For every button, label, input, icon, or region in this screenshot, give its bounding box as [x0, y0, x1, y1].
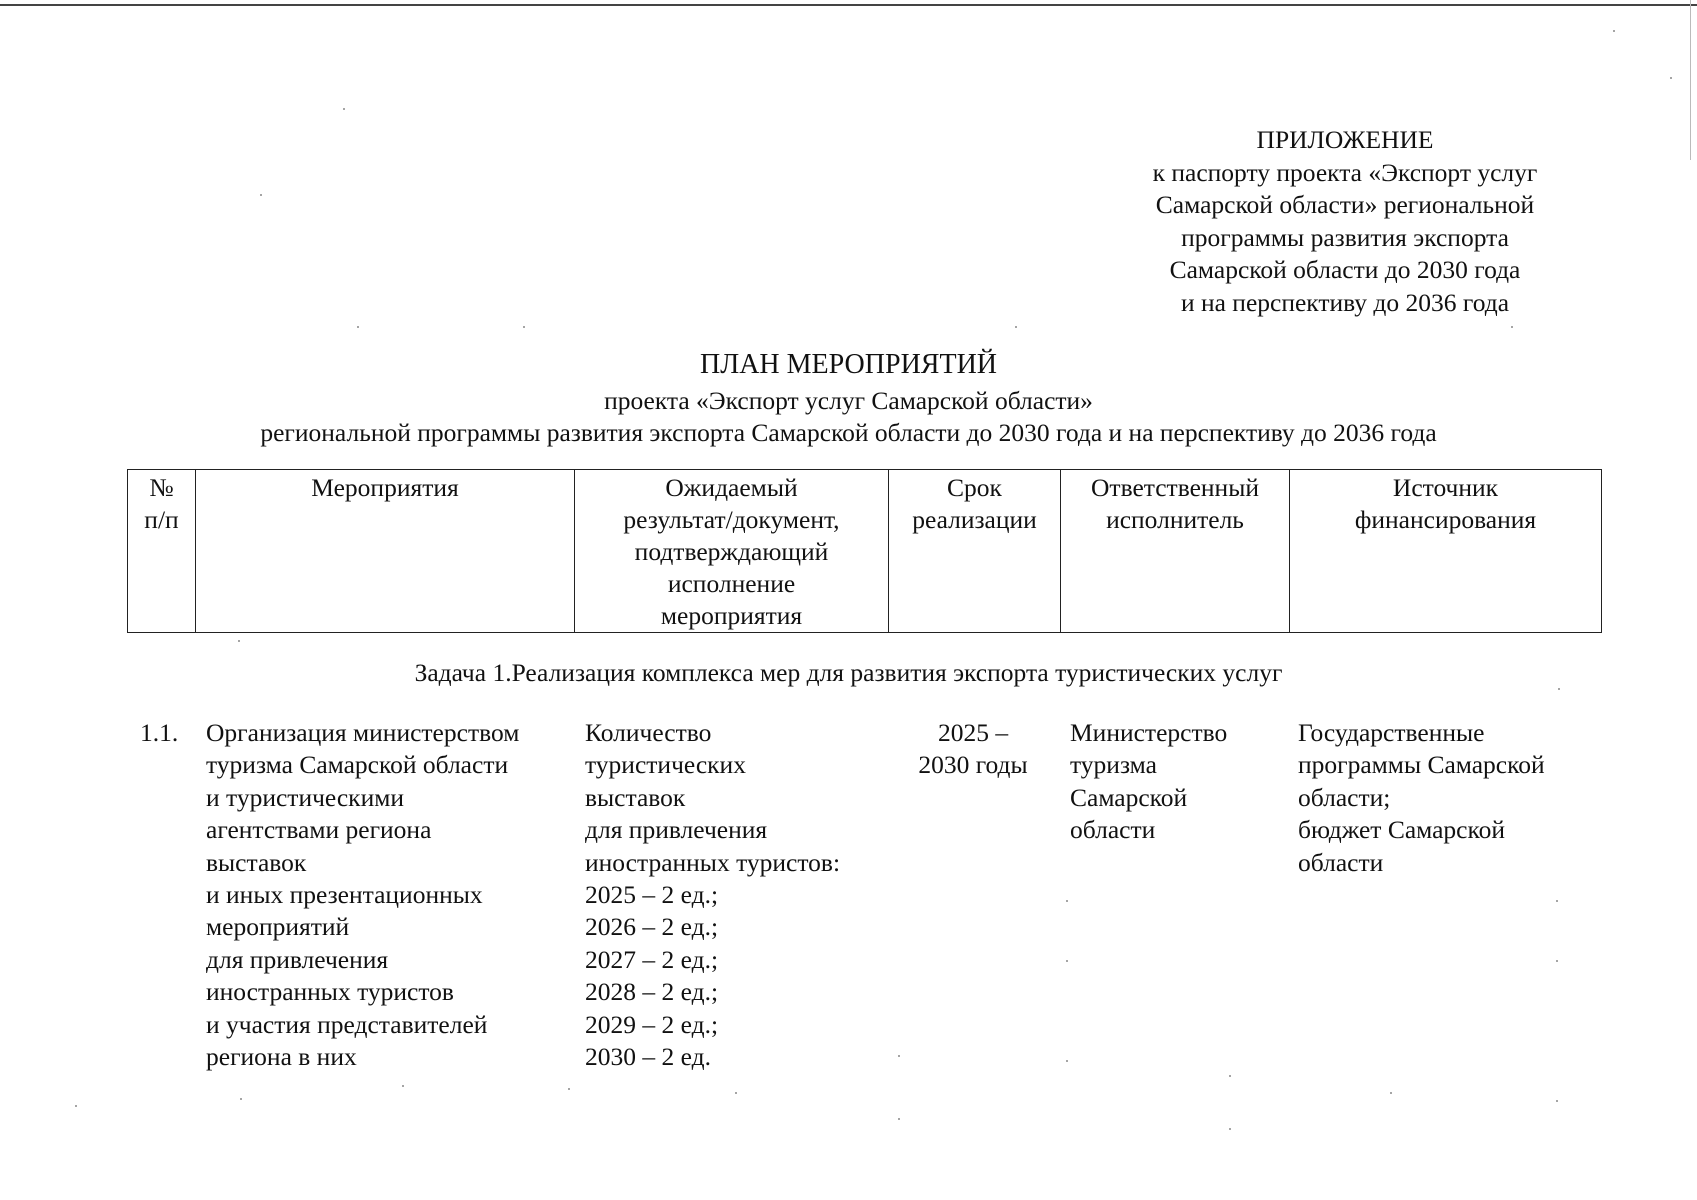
- scan-speck: [1066, 960, 1068, 962]
- appendix-line: и на перспективу до 2036 года: [1180, 287, 1510, 317]
- row-expected-result: Количество туристических выставок для привлечения иностранных туристов: 2025 – 2 ед.; 2026 – 2 ед.; 2027 – 2 ед.; 2028 – 2 ед.; 2029 – 2 ед.; 2030 – 2 ед.: [585, 718, 841, 1072]
- scan-speck: [1556, 900, 1558, 902]
- appendix-line: программы развития экспорта: [1181, 222, 1509, 252]
- appendix-block: [1090, 124, 1600, 319]
- row-number: 1.1.: [140, 718, 179, 747]
- scan-speck: [1229, 1128, 1231, 1130]
- scan-speck: [357, 326, 359, 328]
- row-funding-source: Государственные программы Самарской области; бюджет Самарской области: [1298, 718, 1545, 877]
- plan-header-table: [127, 469, 1602, 633]
- header-funding-source: Источник финансирования: [1290, 470, 1602, 633]
- header-term: Срок реализации: [889, 470, 1061, 633]
- scan-speck: [1015, 326, 1017, 328]
- appendix-line: Самарской области» региональной: [1155, 190, 1535, 219]
- row-responsible: Министерство туризма Самарской области: [1070, 718, 1228, 845]
- plan-title: ПЛАН МЕРОПРИЯТИЙ: [699, 349, 998, 380]
- header-row: [128, 470, 1602, 633]
- scan-speck: [1066, 900, 1068, 902]
- header-number: № п/п: [128, 470, 196, 633]
- scan-speck: [1556, 960, 1558, 962]
- scan-speck: [568, 1088, 570, 1090]
- header-activities: Мероприятия: [196, 470, 575, 633]
- scan-speck: [1066, 1060, 1068, 1062]
- scan-speck: [735, 1092, 737, 1094]
- scan-speck: [238, 640, 240, 642]
- scan-speck: [240, 1098, 242, 1100]
- task-heading: Задача 1.Реализация комплекса мер для развития экспорта туристических услуг: [414, 658, 1283, 687]
- scan-speck: [1556, 1100, 1558, 1102]
- scan-speck: [1229, 1075, 1231, 1077]
- scan-speck: [898, 1118, 900, 1120]
- scan-speck: [523, 326, 525, 328]
- scan-speck: [898, 1055, 900, 1057]
- scan-speck: [1613, 30, 1615, 32]
- appendix-line: Самарской области до 2030 года: [1169, 255, 1521, 284]
- appendix-line: к паспорту проекта «Экспорт услуг: [1152, 157, 1538, 187]
- scan-speck: [1558, 688, 1560, 690]
- scan-speck: [343, 108, 345, 110]
- scan-speck: [1390, 1092, 1392, 1094]
- header-responsible: Ответственный исполнитель: [1061, 470, 1290, 633]
- top-border-line: [0, 4, 1697, 6]
- row-term: 2025 – 2030 годы: [918, 718, 1028, 780]
- scan-edge-line: [1690, 0, 1691, 160]
- scan-speck: [402, 1085, 404, 1087]
- appendix-heading: ПРИЛОЖЕНИЕ: [1256, 125, 1434, 154]
- scan-speck: [75, 1105, 77, 1107]
- scan-speck: [1670, 77, 1672, 79]
- scan-speck: [260, 194, 262, 196]
- plan-subtitle: проекта «Экспорт услуг Самарской области»: [604, 386, 1093, 415]
- scan-speck: [1511, 326, 1513, 328]
- row-activity: Организация министерством туризма Самарской области и туристическими агентствами региона выставок и иных презентационных мероприятий для привлечения иностранных туристов и участия представителей региона в них: [206, 718, 520, 1072]
- plan-subtitle-program: региональной программы развития экспорта Самарской области до 2030 года и на перспективу до 2036 года: [260, 418, 1437, 447]
- header-expected-result: Ожидаемый результат/документ, подтверждающий исполнение мероприятия: [575, 470, 889, 633]
